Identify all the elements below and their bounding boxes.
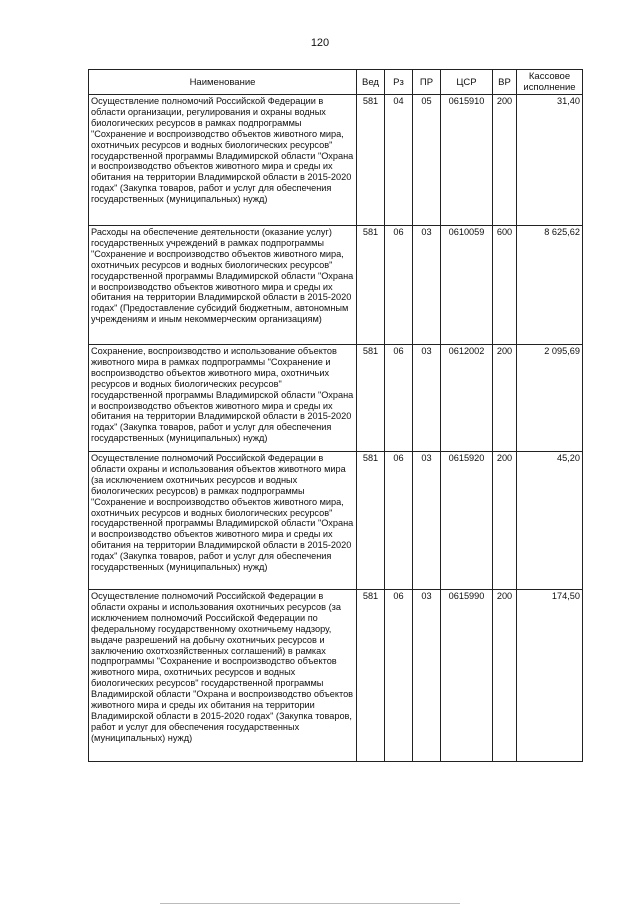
- row-vr: 200: [493, 590, 517, 762]
- row-pr: 03: [413, 590, 441, 762]
- row-amount: 31,40: [517, 95, 583, 226]
- header-vr: ВР: [493, 70, 517, 95]
- header-csr: ЦСР: [441, 70, 493, 95]
- header-rz: Рз: [385, 70, 413, 95]
- row-rz: 04: [385, 95, 413, 226]
- row-rz: 06: [385, 226, 413, 345]
- row-csr: 0615990: [441, 590, 493, 762]
- row-pr: 03: [413, 226, 441, 345]
- row-name: Осуществление полномочий Российской Федерации в области организации, регулирования и охраны водных биологических ресурсов в рамках подпрограммы "Сохранение и воспроизводство объектов животного мира, охотничьих ресурсов и водных биологических ресурсов" государственной программы Владимирской области "Охрана и воспроизводство объектов животного мира и среды их обитания на территории Владимирской области в 2015-2020 годах" (Закупка товаров, работ и услуг для обеспечения государственных (муниципальных) нужд): [89, 95, 357, 226]
- row-amount: 45,20: [517, 452, 583, 590]
- row-name: Расходы на обеспечение деятельности (оказание услуг) государственных учреждений в рамках подпрограммы "Сохранение и воспроизводство объектов животного мира, охотничьих ресурсов и водных биологических ресурсов" государственной программы Владимирской области "Охрана и воспроизводство объектов животного мира и среды их обитания на территории Владимирской области в 2015-2020 годах" (Предоставление субсидий бюджетным, автономным учреждениям и иным некоммерческим организациям): [89, 226, 357, 345]
- row-pr: 03: [413, 345, 441, 452]
- row-rz: 06: [385, 345, 413, 452]
- header-ved: Вед: [357, 70, 385, 95]
- table-row: [89, 590, 583, 762]
- row-rz: 06: [385, 452, 413, 590]
- header-pr: ПР: [413, 70, 441, 95]
- row-vr: 200: [493, 95, 517, 226]
- row-vr: 200: [493, 345, 517, 452]
- table-row: [89, 226, 583, 345]
- row-amount: 174,50: [517, 590, 583, 762]
- page-number: 120: [310, 37, 330, 49]
- row-ved: 581: [357, 95, 385, 226]
- row-rz: 06: [385, 590, 413, 762]
- row-amount: 8 625,62: [517, 226, 583, 345]
- row-ved: 581: [357, 345, 385, 452]
- row-ved: 581: [357, 590, 385, 762]
- row-amount: 2 095,69: [517, 345, 583, 452]
- table-row: [89, 452, 583, 590]
- row-csr: 0612002: [441, 345, 493, 452]
- table-row: [89, 345, 583, 452]
- row-csr: 0610059: [441, 226, 493, 345]
- header-name: Наименование: [89, 70, 357, 95]
- row-vr: 600: [493, 226, 517, 345]
- scan-artifact-line: [160, 903, 460, 904]
- row-csr: 0615910: [441, 95, 493, 226]
- budget-table: [88, 69, 583, 762]
- row-ved: 581: [357, 452, 385, 590]
- row-ved: 581: [357, 226, 385, 345]
- header-amount: Кассовое исполнение: [517, 70, 583, 95]
- row-name: Осуществление полномочий Российской Федерации в области охраны и использования охотничьих ресурсов (за исключением полномочий Российской Федерации по федеральному государственному охотничьему надзору, выдаче разрешений на добычу охотничьих ресурсов и заключению охотхозяйственных соглашений) в рамках подпрограммы "Сохранение и воспроизводство объектов животного мира, охотничьих ресурсов и водных биологических ресурсов" государственной программы Владимирской области "Охрана и воспроизводство объектов животного мира и среды их обитания на территории Владимирской области в 2015-2020 годах" (Закупка товаров, работ и услуг для обеспечения государственных (муниципальных) нужд): [89, 590, 357, 762]
- table-header-row: [89, 70, 583, 95]
- row-pr: 05: [413, 95, 441, 226]
- table-row: [89, 95, 583, 226]
- row-pr: 03: [413, 452, 441, 590]
- row-csr: 0615920: [441, 452, 493, 590]
- row-vr: 200: [493, 452, 517, 590]
- row-name: Сохранение, воспроизводство и использование объектов животного мира в рамках подпрограммы "Сохранение и воспроизводство объектов животного мира, охотничьих ресурсов и водных биологических ресурсов" государственной программы Владимирской области "Охрана и воспроизводство объектов животного мира и среды их обитания на территории Владимирской области в 2015-2020 годах" (Закупка товаров, работ и услуг для обеспечения государственных (муниципальных) нужд): [89, 345, 357, 452]
- row-name: Осуществление полномочий Российской Федерации в области охраны и использования объектов животного мира (за исключением охотничьих ресурсов и водных биологических ресурсов) в рамках подпрограммы "Сохранение и воспроизводство объектов животного мира, охотничьих ресурсов и водных биологических ресурсов" государственной программы Владимирской области "Охрана и воспроизводство объектов животного мира и среды их обитания на территории Владимирской области в 2015-2020 годах" (Закупка товаров, работ и услуг для обеспечения государственных (муниципальных) нужд): [89, 452, 357, 590]
